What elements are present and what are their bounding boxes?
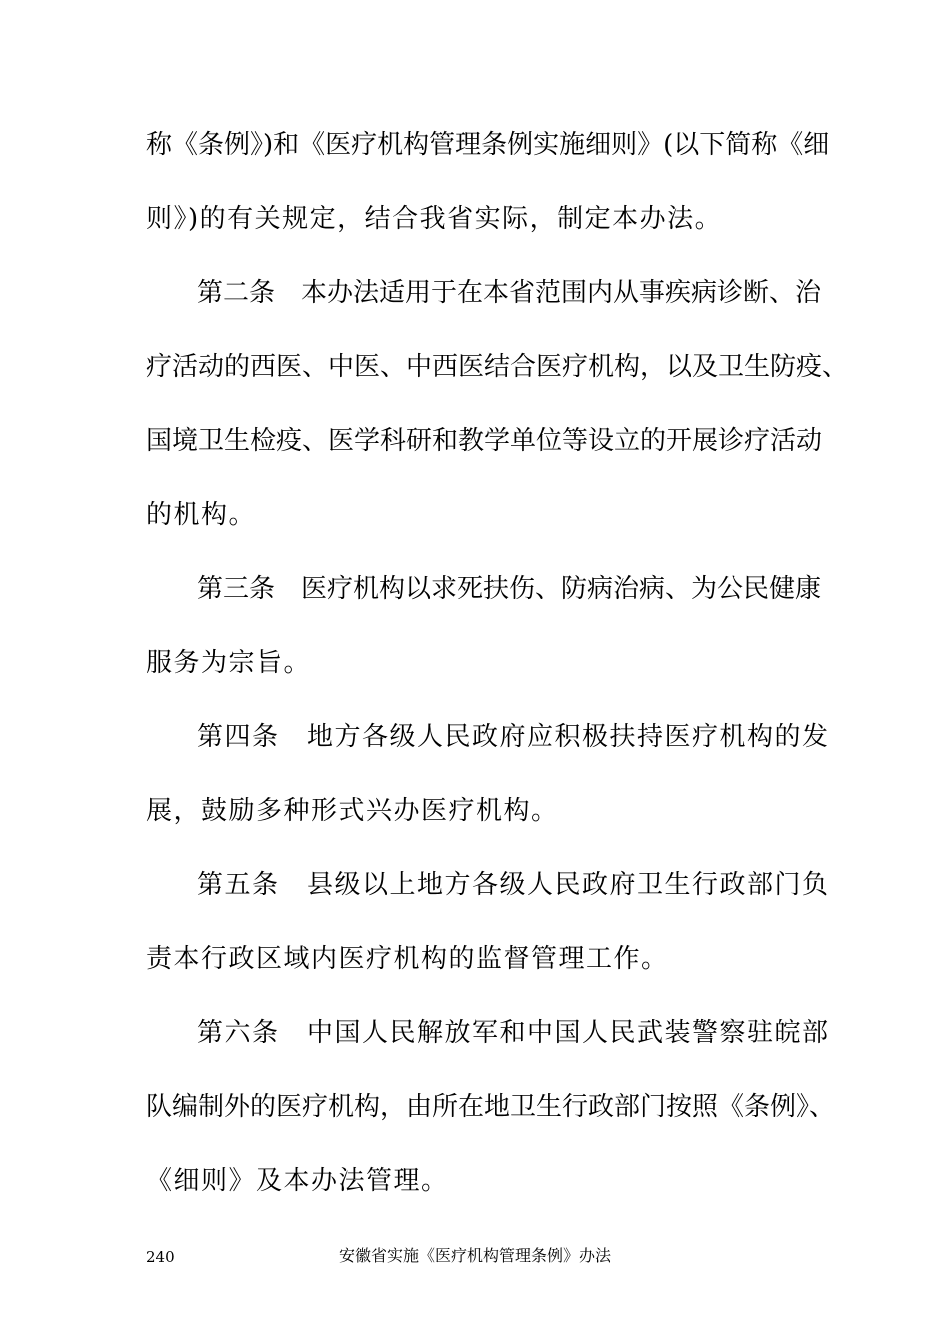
text-line: 则》)的有关规定，结合我省实际，制定本办法。: [146, 204, 723, 234]
text-line: 国境卫生检疫、医学科研和教学单位等设立的开展诊疗活动: [146, 426, 823, 456]
text-line: 《细则》及本办法管理。: [146, 1166, 449, 1196]
article-4-line: 第四条 地方各级人民政府应积极扶持医疗机构的发: [197, 722, 830, 752]
text-line: 队编制外的医疗机构，由所在地卫生行政部门按照《条例》、: [146, 1092, 836, 1122]
text-line: 展，鼓励多种形式兴办医疗机构。: [146, 796, 559, 826]
article-3-line: 第三条 医疗机构以求死扶伤、防病治病、为公民健康: [197, 574, 822, 604]
text-line: 疗活动的西医、中医、中西医结合医疗机构，以及卫生防疫、: [146, 352, 849, 382]
article-2-line: 第二条 本办法适用于在本省范围内从事疾病诊断、治: [197, 278, 822, 308]
article-5-line: 第五条 县级以上地方各级人民政府卫生行政部门负: [197, 870, 830, 900]
article-6-line: 第六条 中国人民解放军和中国人民武装警察驻皖部: [197, 1018, 830, 1048]
text-line: 服务为宗旨。: [146, 648, 312, 678]
footer-title: 安徽省实施《医疗机构管理条例》办法: [338, 1246, 611, 1265]
page-number: 240: [146, 1248, 175, 1266]
text-line: 的机构。: [146, 500, 257, 530]
text-line: 责本行政区域内医疗机构的监督管理工作。: [146, 944, 669, 974]
text-line: 称《条例》)和《医疗机构管理条例实施细则》(以下简称《细: [146, 130, 830, 160]
